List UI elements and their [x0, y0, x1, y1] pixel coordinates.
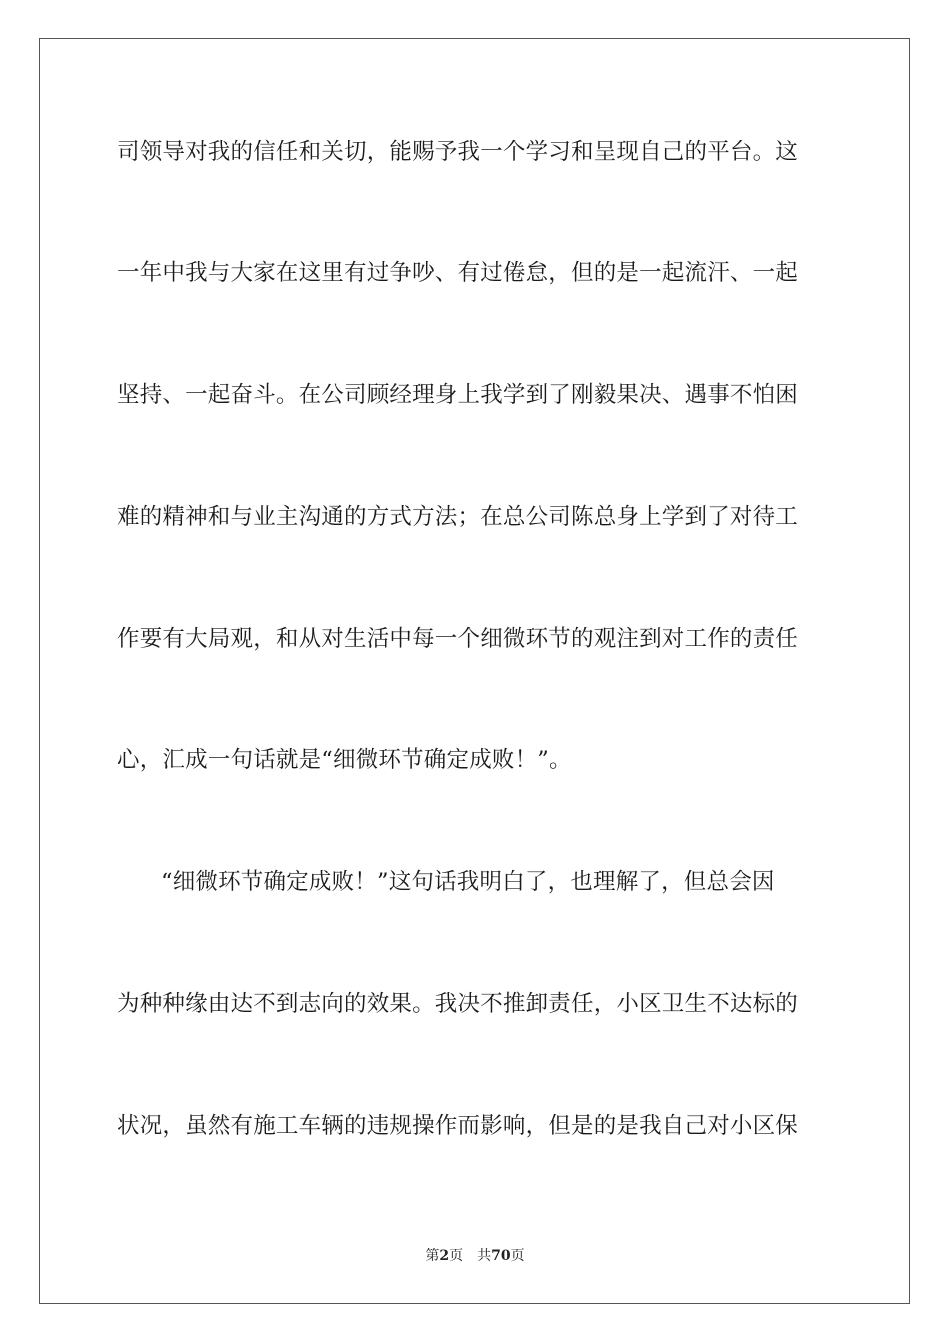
text-line: 司领导对我的信任和关切，能赐予我一个学习和呈现自己的平台。这 — [117, 139, 799, 165]
text-line: 为种种缘由达不到志向的效果。我决不推卸责任，小区卫生不达标的 — [117, 991, 799, 1017]
total-pages: 70 — [491, 1248, 511, 1264]
total-prefix: 共 — [477, 1248, 492, 1264]
page-footer — [0, 1246, 950, 1266]
text-line: 状况，虽然有施工车辆的违规操作而影响，但是的是我自己对小区保 — [117, 1113, 799, 1139]
page-prefix: 第 — [425, 1248, 440, 1264]
total-suffix: 页 — [510, 1248, 525, 1264]
text-line: 坚持、一起奋斗。在公司顾经理身上我学到了刚毅果决、遇事不怕困 — [117, 382, 799, 408]
page-number: 2 — [439, 1248, 450, 1264]
text-line: 一年中我与大家在这里有过争吵、有过倦怠，但的是一起流汗、一起 — [117, 260, 799, 286]
paragraph-first-line: “细微环节确定成败！”这句话我明白了，也理解了，但总会因 — [161, 869, 775, 895]
page-suffix: 页 — [449, 1248, 464, 1264]
text-line: 作要有大局观，和从对生活中每一个细微环节的观注到对工作的责任 — [117, 626, 799, 652]
text-line: 心，汇成一句话就是“细微环节确定成败！”。 — [117, 747, 572, 773]
text-line: 难的精神和与业主沟通的方式方法；在总公司陈总身上学到了对待工 — [117, 504, 799, 530]
